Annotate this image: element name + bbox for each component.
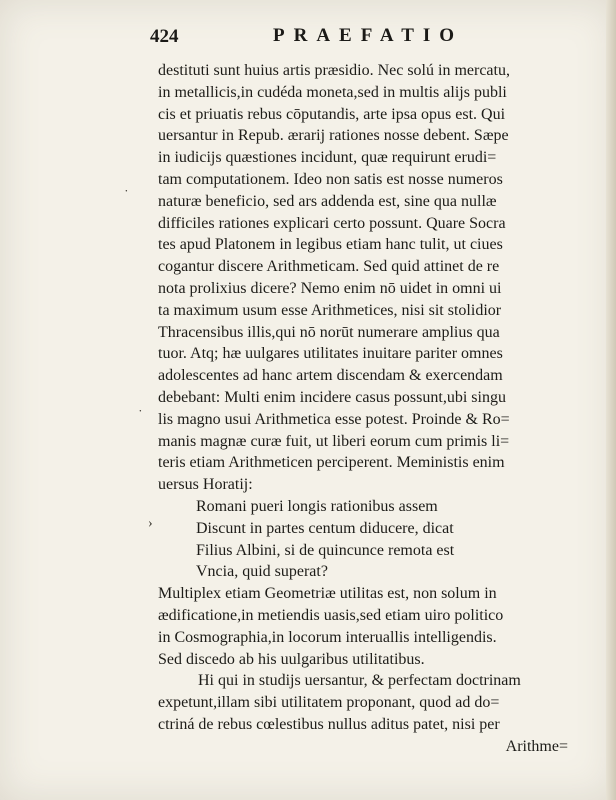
text-line: Hi qui in studijs uersantur, & perfectam doctrinam [198, 672, 521, 690]
text-line: manis magnæ curæ fuit, ut liberi eorum cum primis li= [158, 432, 510, 450]
text-line: destituti sunt huius artis præsidio. Nec solú in mercatu, [158, 62, 510, 79]
text-line: naturæ beneficio, sed ars addenda est, sine qua nullæ [158, 192, 497, 210]
text-line: ta maximum usum esse Arithmetices, nisi sit stolidior [158, 301, 502, 319]
text-line: difficiles rationes explicari certo possunt. Quare Socra [158, 214, 506, 232]
text-line: lis magno usui Arithmetica esse potest. Proinde & Ro= [158, 410, 510, 428]
text-line: debebant: Multi enim incidere casus possunt,ubi singu [158, 388, 506, 406]
body-text [158, 60, 578, 758]
text-line: Multiplex etiam Geometriæ utilitas est, non solum in [158, 585, 497, 603]
margin-mark: ˙ [138, 408, 143, 423]
running-head: PRAEFATIO [273, 25, 464, 46]
text-line: adolescentes ad hanc artem discendam & exercendam [158, 367, 503, 385]
text-line: uersantur in Repub. ærarij rationes nosse debent. Sæpe [158, 127, 509, 145]
text-line: in iudicijs quæstiones incidunt, quæ requirunt erudi= [158, 149, 497, 167]
text-line: nota prolixius dicere? Nemo enim nō uidet in omni ui [158, 279, 502, 297]
verse-line: Vncia, quid superat? [196, 563, 328, 581]
verse-line: Discunt in partes centum diducere, dicat [196, 519, 454, 537]
text-line: Sed discedo ab his uulgaribus utilitatibus. [158, 650, 425, 668]
margin-mark: › [148, 516, 153, 531]
verse-line: Filius Albini, si de quincunce remota est [196, 541, 455, 559]
text-line: teris etiam Arithmeticen perciperent. Meministis enim [158, 454, 505, 472]
text-line: Thracensibus illis,qui nō norūt numerare amplius qua [158, 323, 500, 341]
text-line: cogantur discere Arithmeticam. Sed quid attinet de re [158, 258, 500, 276]
verse-line: Romani pueri longis rationibus assem [196, 497, 438, 515]
text-line: tam computationem. Ideo non satis est nosse numeros [158, 170, 503, 188]
page-header [150, 22, 580, 52]
catchword: Arithme= [505, 737, 568, 755]
text-line: cis et priuatis rebus cōputandis, arte ipsa opus est. Qui [158, 105, 506, 123]
text-line: uersus Horatij: [158, 476, 253, 494]
margin-mark: ˙ [124, 188, 129, 203]
text-line: tes apud Platonem in legibus etiam hanc tulit, ut ciues [158, 236, 503, 254]
text-line: expetunt,illam sibi utilitatem proponant, quod ad do= [158, 694, 500, 712]
text-line: ædificatione,in metiendis uasis,sed etiam uiro politico [158, 606, 504, 624]
text-line: in metallicis,in cudéda moneta,sed in multis alijs publi [158, 83, 507, 101]
text-line: tuor. Atq; hæ uulgares utilitates inuitare pariter omnes [158, 345, 503, 363]
page-number: 424 [150, 26, 179, 47]
text-line: ctriná de rebus cœlestibus nullus aditus patet, nisi per [158, 715, 500, 733]
page-edge [606, 0, 616, 800]
text-line: in Cosmographia,in locorum interuallis intelligendis. [158, 628, 497, 646]
